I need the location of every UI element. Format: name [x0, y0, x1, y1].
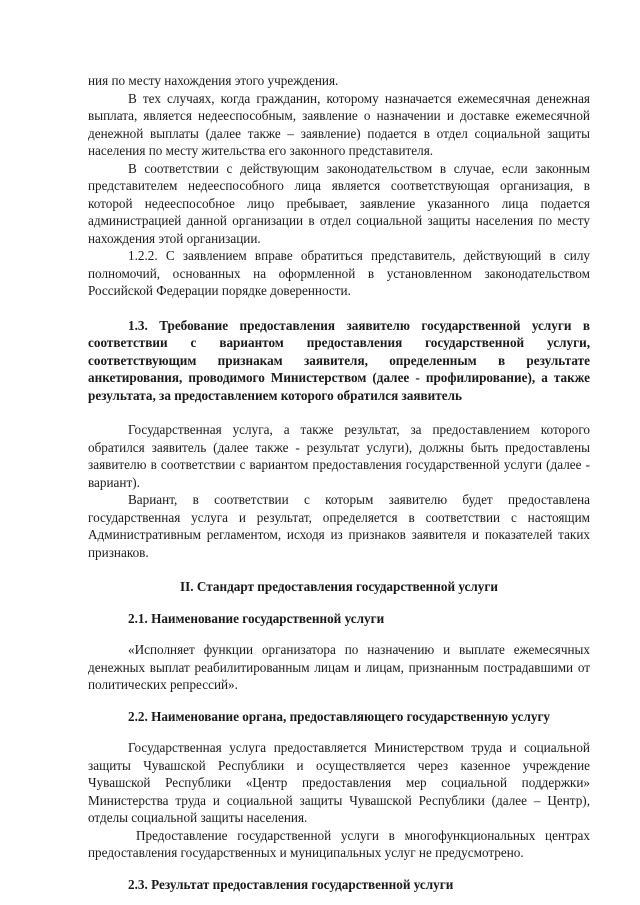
paragraph-service-name: «Исполняет функции организатора по назначению и выплате ежемесячных денежных выплат реабилитированным лицам и лицам, признанным пострадавшими от политических репрессий».: [88, 642, 590, 692]
paragraph-1-2-2: 1.2.2. С заявлением вправе обратиться представитель, действующий в силу полномочий, основанных на оформленной в установленном законодательством Российской Федерации порядке доверенности.: [88, 248, 590, 298]
heading-2-1: 2.1. Наименование государственной услуги: [128, 610, 385, 626]
paragraph-legal-representative-organization: В соответствии с действующим законодательством в случае, если законным представителем недееспособного лица является соответствующая организация, в которой недееспособное лицо пребывает, заявление указанного лица подается администрацией данной организации в отдел социальной защиты населения по месту нахождения этой организации.: [88, 160, 590, 246]
paragraph-continuation: ния по месту нахождения этого учреждения.: [88, 73, 339, 88]
heading-section-2: II. Стандарт предоставления государственной услуги: [180, 579, 498, 594]
document-page: [88, 72, 590, 893]
paragraph-incapable-citizen: В тех случаях, когда гражданин, которому назначается ежемесячная денежная выплата, является недееспособным, заявление о назначении и доставке ежемесячной денежной выплаты (далее также – заявление) подается в отдел социальной защиты населения по месту жительства его законного представителя.: [88, 90, 590, 158]
paragraph-mfc: Предоставление государственной услуги в многофункциональных центрах предоставления государственных и муниципальных услуг не предусмотрено.: [88, 827, 590, 860]
paragraph-service-variant: Государственная услуга, а также результат, за предоставлением которого обратился заявитель (далее также - результат услуги), должны быть предоставлены заявителю в соответствии с вариантом предоставления государственной услуги (далее - вариант).: [88, 422, 590, 490]
paragraph-variant-defined: Вариант, в соответствии с которым заявителю будет предоставлена государственная услуга и результат, определяется в соответствии с настоящим Административным регламентом, исходя из признаков заявителя и показателей таких признаков.: [88, 492, 590, 560]
heading-2-3: 2.3. Результат предоставления государственной услуги: [128, 876, 454, 892]
paragraph-ministry: Государственная услуга предоставляется Министерством труда и социальной защиты Чувашской Республики и осуществляется через казенное учреждение Чувашской Республики «Центр предоставления мер социальной поддержки» Министерства труда и социальной защиты Чувашской Республики (далее – Центр), отделы социальной защиты населения.: [88, 740, 590, 825]
heading-2-2: 2.2. Наименование органа, предоставляющего государственную услугу: [128, 708, 551, 724]
heading-1-3: 1.3. Требование предоставления заявителю государственной услуги в соответствии с вариантом предоставления государственной услуги, соответствующим признакам заявителя, определенным в результате анкетирования, проводимого Министерством (далее - профилирование), а также результата, за предоставлением которого обратился заявитель: [88, 317, 590, 403]
